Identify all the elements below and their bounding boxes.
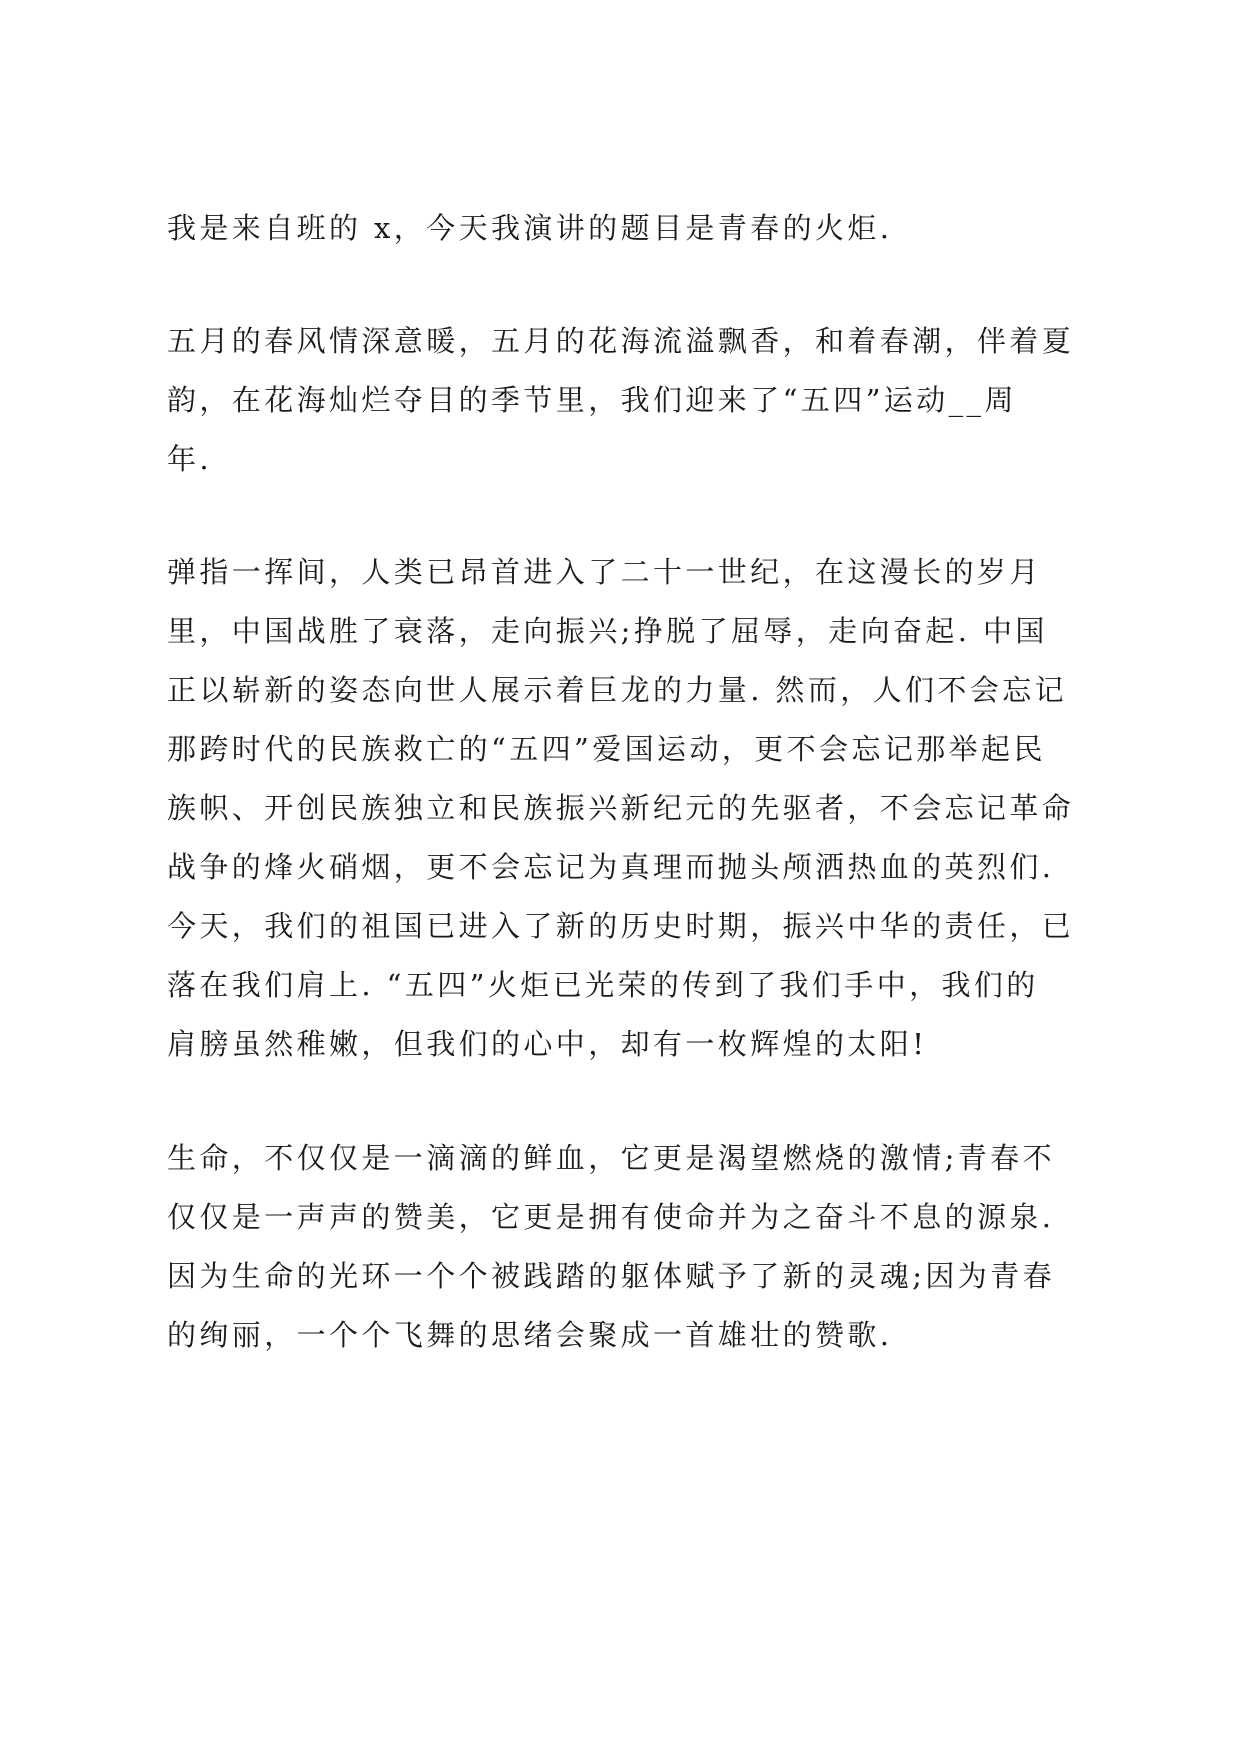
text-line: 弹指一挥间，人类已昂首进入了二十一世纪，在这漫长的岁月 [167,555,1042,589]
text-line: 的绚丽，一个个飞舞的思绪会聚成一首雄壮的赞歌. [167,1318,893,1352]
text-line: 落在我们肩上. “五四”火炬已光荣的传到了我们手中，我们的 [167,968,1039,1002]
text-line: 那跨时代的民族救亡的“五四”爱国运动，更不会忘记那举起民 [167,732,1046,766]
text-line: 年. [167,442,213,476]
text-line: 战争的烽火硝烟，更不会忘记为真理而抛头颅洒热血的英烈们. [167,850,1055,884]
text-line: 肩膀虽然稚嫩，但我们的心中，却有一枚辉煌的太阳! [167,1027,928,1061]
text-line: 韵，在花海灿烂夺目的季节里，我们迎来了“五四”运动__周 [167,383,1017,417]
text-line: 正以崭新的姿态向世人展示着巨龙的力量. 然而，人们不会忘记 [167,673,1068,707]
text-line: 仅仅是一声声的赞美，它更是拥有使命并为之奋斗不息的源泉. [167,1200,1055,1234]
text-line: 今天，我们的祖国已进入了新的历史时期，振兴中华的责任，已 [167,909,1075,943]
text-line: 族帜、开创民族独立和民族振兴新纪元的先驱者，不会忘记革命 [167,791,1075,825]
text-line: 五月的春风情深意暖，五月的花海流溢飘香，和着春潮，伴着夏 [167,324,1075,358]
text-line: 里，中国战胜了衰落，走向振兴;挣脱了屈辱，走向奋起. 中国 [167,614,1048,648]
text-line: 生命，不仅仅是一滴滴的鲜血，它更是渴望燃烧的激情;青春不 [167,1141,1055,1175]
text-line: 因为生命的光环一个个被践踏的躯体赋予了新的灵魂;因为青春 [167,1259,1055,1293]
text-line: 我是来自班的 x，今天我演讲的题目是青春的火炬. [167,211,893,245]
